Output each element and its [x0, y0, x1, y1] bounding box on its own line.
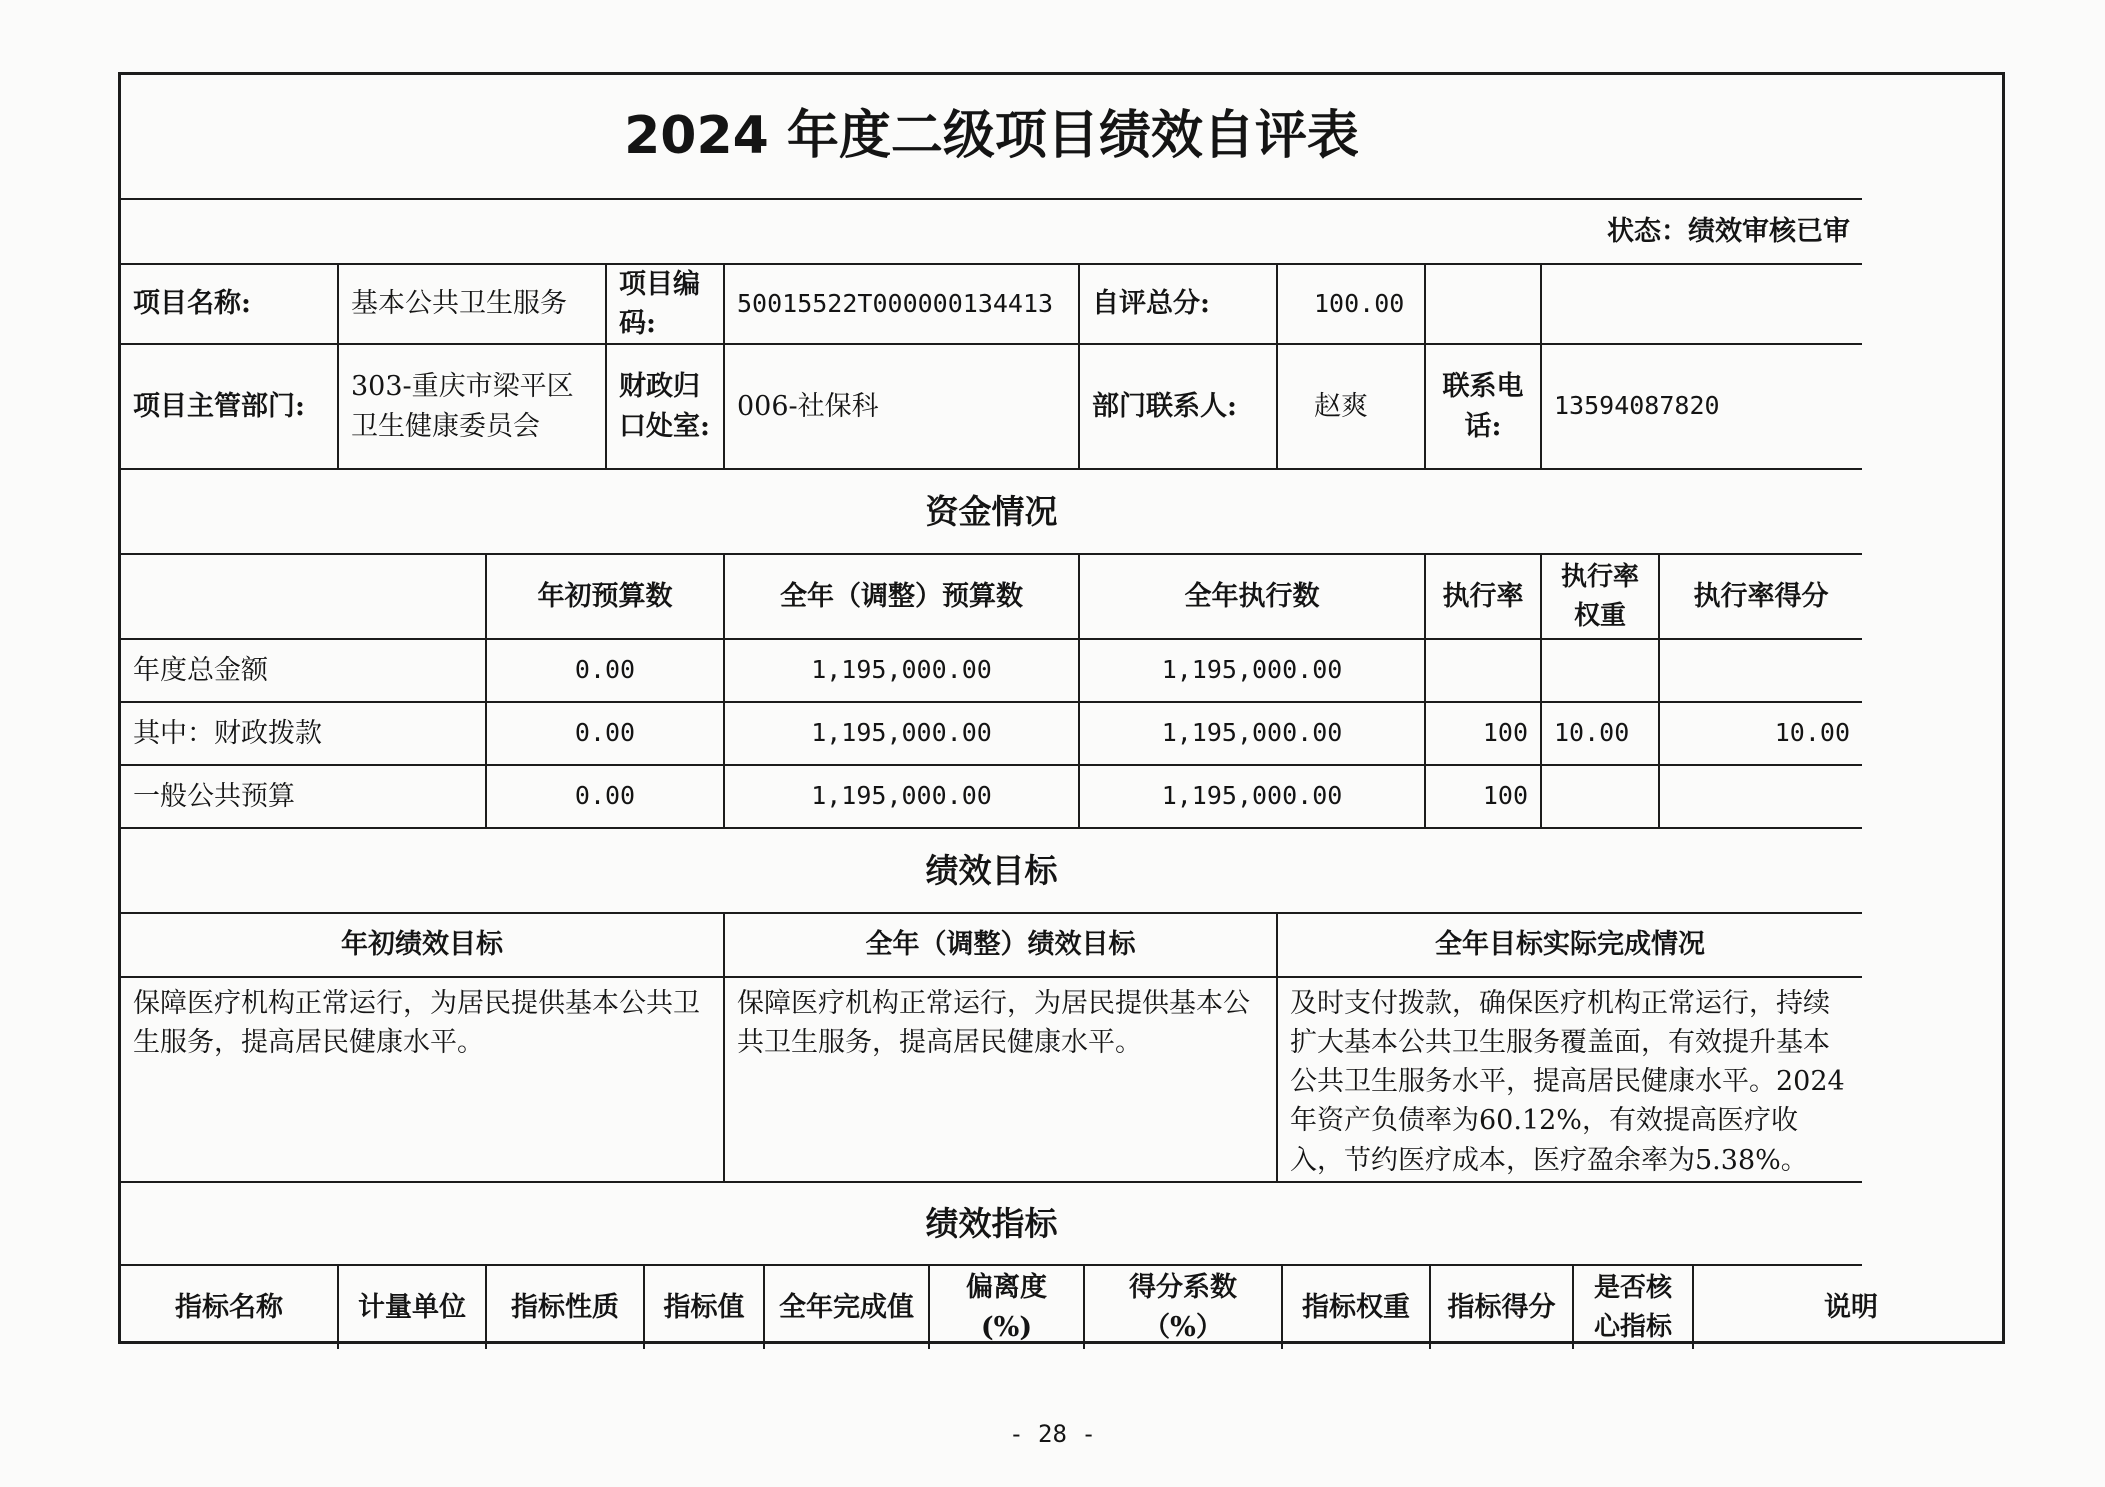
- contact-label: 部门联系人:: [1080, 345, 1278, 470]
- funds-row-weight: 10.00: [1542, 703, 1660, 766]
- funds-header-score: 执行率得分: [1660, 555, 1862, 640]
- funds-row-score: 10.00: [1660, 703, 1862, 766]
- goals-actual-text: 及时支付拨款，确保医疗机构正常运行，持续扩大基本公共卫生服务覆盖面，有效提升基本公共卫生服务水平，提高居民健康水平。2024年资产负债率为60.12%，有效提高医疗收入，节约医疗成本，医疗盈余率为5.38%。: [1278, 978, 1862, 1183]
- phone-value: 13594087820: [1542, 345, 1862, 470]
- indicator-header-note: 说明: [1824, 1291, 1878, 1323]
- indicators-section-title: 绩效指标: [121, 1183, 1862, 1266]
- funds-row-adjusted: 1,195,000.00: [725, 640, 1080, 703]
- funds-row-initial: 0.00: [487, 703, 725, 766]
- funds-header-blank: [121, 555, 487, 640]
- funds-row-initial: 0.00: [487, 766, 725, 829]
- funds-row-name: 其中：财政拨款: [121, 703, 487, 766]
- status-text: 状态：绩效审核已审: [121, 200, 1862, 265]
- indicator-header-name: 指标名称: [121, 1266, 339, 1349]
- funds-row-weight: [1542, 640, 1660, 703]
- self-score-label: 自评总分:: [1080, 265, 1278, 345]
- funds-header-weight-cell: 执行率权重: [1542, 555, 1660, 640]
- project-code-value: 50015522T000000134413: [725, 265, 1080, 345]
- project-code-label: 项目编码:: [607, 265, 725, 345]
- funds-row-rate: 100: [1426, 766, 1542, 829]
- funds-row-weight: [1542, 766, 1660, 829]
- empty-cell: [1542, 265, 1862, 345]
- form-title: 2024 年度二级项目绩效自评表: [121, 75, 1862, 200]
- funds-row-rate: [1426, 640, 1542, 703]
- funds-weight-score-block: [1542, 555, 1862, 829]
- finance-office-value: 006-社保科: [725, 345, 1080, 470]
- funds-header-rate: 执行率: [1426, 555, 1542, 640]
- dept-value: 303-重庆市梁平区卫生健康委员会: [339, 345, 607, 470]
- indicator-header-completed: 全年完成值: [765, 1266, 930, 1349]
- funds-row-score: [1660, 766, 1862, 829]
- indicator-header-score: 指标得分: [1431, 1266, 1574, 1349]
- funds-row-score: [1660, 640, 1862, 703]
- indicators-header-row: [121, 1266, 1878, 1349]
- empty-cell: [1426, 265, 1542, 345]
- indicator-header-value: 指标值: [645, 1266, 765, 1349]
- goals-header-initial: 年初绩效目标: [121, 914, 725, 978]
- goals-initial-text: 保障医疗机构正常运行，为居民提供基本公共卫生服务，提高居民健康水平。: [121, 978, 725, 1183]
- indicator-header-nature: 指标性质: [487, 1266, 645, 1349]
- goals-section-title: 绩效目标: [121, 829, 1862, 914]
- dept-label: 项目主管部门:: [121, 345, 339, 470]
- goals-header-actual: 全年目标实际完成情况: [1278, 914, 1862, 978]
- funds-row-executed: 1,195,000.00: [1080, 766, 1426, 829]
- funds-row-adjusted: 1,195,000.00: [725, 703, 1080, 766]
- funds-row-name: 年度总金额: [121, 640, 487, 703]
- indicator-header-unit: 计量单位: [339, 1266, 487, 1349]
- evaluation-form: [118, 72, 2005, 1344]
- goals-adjusted-text: 保障医疗机构正常运行，为居民提供基本公共卫生服务，提高居民健康水平。: [725, 978, 1278, 1183]
- project-name-value: 基本公共卫生服务: [339, 265, 607, 345]
- indicator-header-weight: 指标权重: [1283, 1266, 1431, 1349]
- funds-header-adjusted: 全年（调整）预算数: [725, 555, 1080, 640]
- indicator-header-coefficient: 得分系数（%）: [1085, 1266, 1283, 1349]
- funds-row-adjusted: 1,195,000.00: [725, 766, 1080, 829]
- goals-header-adjusted: 全年（调整）绩效目标: [725, 914, 1278, 978]
- funds-row-executed: 1,195,000.00: [1080, 640, 1426, 703]
- self-score-value: 100.00: [1278, 265, 1426, 345]
- funds-header-executed: 全年执行数: [1080, 555, 1426, 640]
- page-number: - 28 -: [1009, 1420, 1096, 1448]
- funds-section-title: 资金情况: [121, 470, 1862, 555]
- funds-row-name: 一般公共预算: [121, 766, 487, 829]
- project-name-label: 项目名称:: [121, 265, 339, 345]
- phone-label: 联系电话:: [1426, 345, 1542, 470]
- funds-row-rate: 100: [1426, 703, 1542, 766]
- finance-office-label: 财政归口处室:: [607, 345, 725, 470]
- funds-row-initial: 0.00: [487, 640, 725, 703]
- funds-row-executed: 1,195,000.00: [1080, 703, 1426, 766]
- funds-header-initial: 年初预算数: [487, 555, 725, 640]
- indicator-header-core: 是否核心指标: [1574, 1266, 1694, 1349]
- contact-value: 赵爽: [1278, 345, 1426, 470]
- indicator-header-deviation: 偏离度(%): [930, 1266, 1085, 1349]
